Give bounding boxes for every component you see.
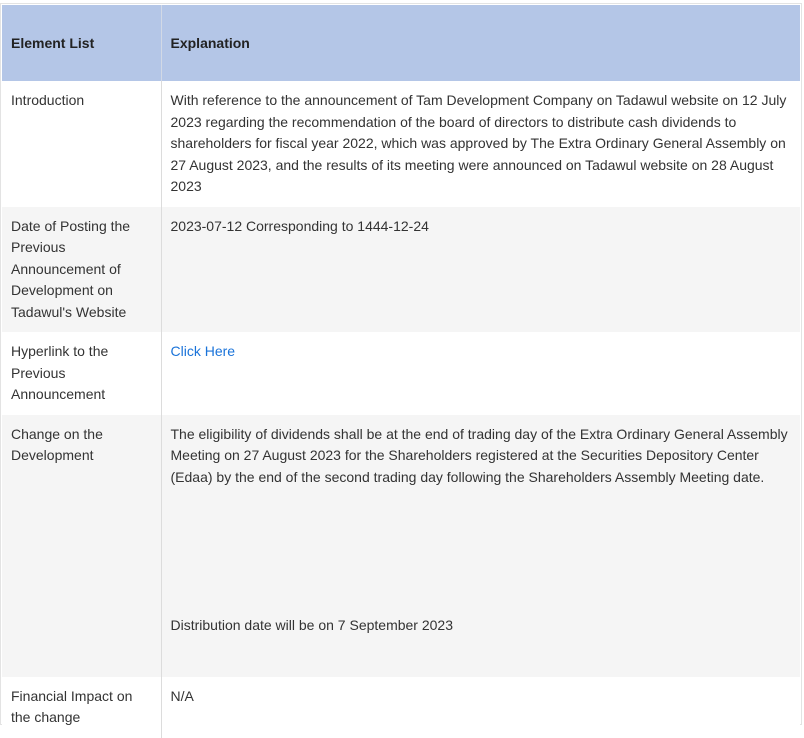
table-header-row bbox=[2, 5, 800, 81]
row-label: Date of Posting the Previous Announcement of Development on Tadawul's Website bbox=[2, 207, 161, 333]
announcement-table-container bbox=[2, 5, 800, 738]
row-label: Introduction bbox=[2, 81, 161, 207]
table-row-hyperlink bbox=[2, 332, 800, 415]
row-value bbox=[161, 332, 800, 415]
row-value: 2023-07-12 Corresponding to 1444-12-24 bbox=[161, 207, 800, 333]
table-row-financial-impact bbox=[2, 677, 800, 738]
header-element-list: Element List bbox=[2, 5, 161, 81]
row-label: Hyperlink to the Previous Announcement bbox=[2, 332, 161, 415]
row-label: Change on the Development bbox=[2, 415, 161, 677]
row-label: Financial Impact on the change bbox=[2, 677, 161, 738]
row-value: N/A bbox=[161, 677, 800, 738]
distribution-date-paragraph: Distribution date will be on 7 September 2023 bbox=[170, 617, 454, 633]
row-value: With reference to the announcement of Tam Development Company on Tadawul website on 12 July 2023 regarding the recommendation of the board of directors to distribute cash dividends to shareholders for fiscal year 2022, which was approved by The Extra Ordinary General Assembly on 27 August 2023, and the results of its meeting were announced on Tadawul website on 28 August 2023 bbox=[161, 81, 800, 207]
row-value bbox=[161, 415, 800, 677]
table-row-introduction bbox=[2, 81, 800, 207]
header-explanation: Explanation bbox=[161, 5, 800, 81]
click-here-link[interactable]: Click Here bbox=[170, 343, 236, 359]
paragraph-spacer bbox=[171, 488, 792, 615]
table-row-change-on-development bbox=[2, 415, 800, 677]
announcement-table bbox=[2, 5, 800, 738]
table-row-posting-date bbox=[2, 207, 800, 333]
eligibility-paragraph: The eligibility of dividends shall be at the end of trading day of the Extra Ordinary General Assembly Meeting on 27 August 2023 for the Shareholders registered at the Securities Depository Center (Edaa) by the end of the second trading day following the Shareholders Assembly Meeting date. bbox=[170, 425, 788, 485]
